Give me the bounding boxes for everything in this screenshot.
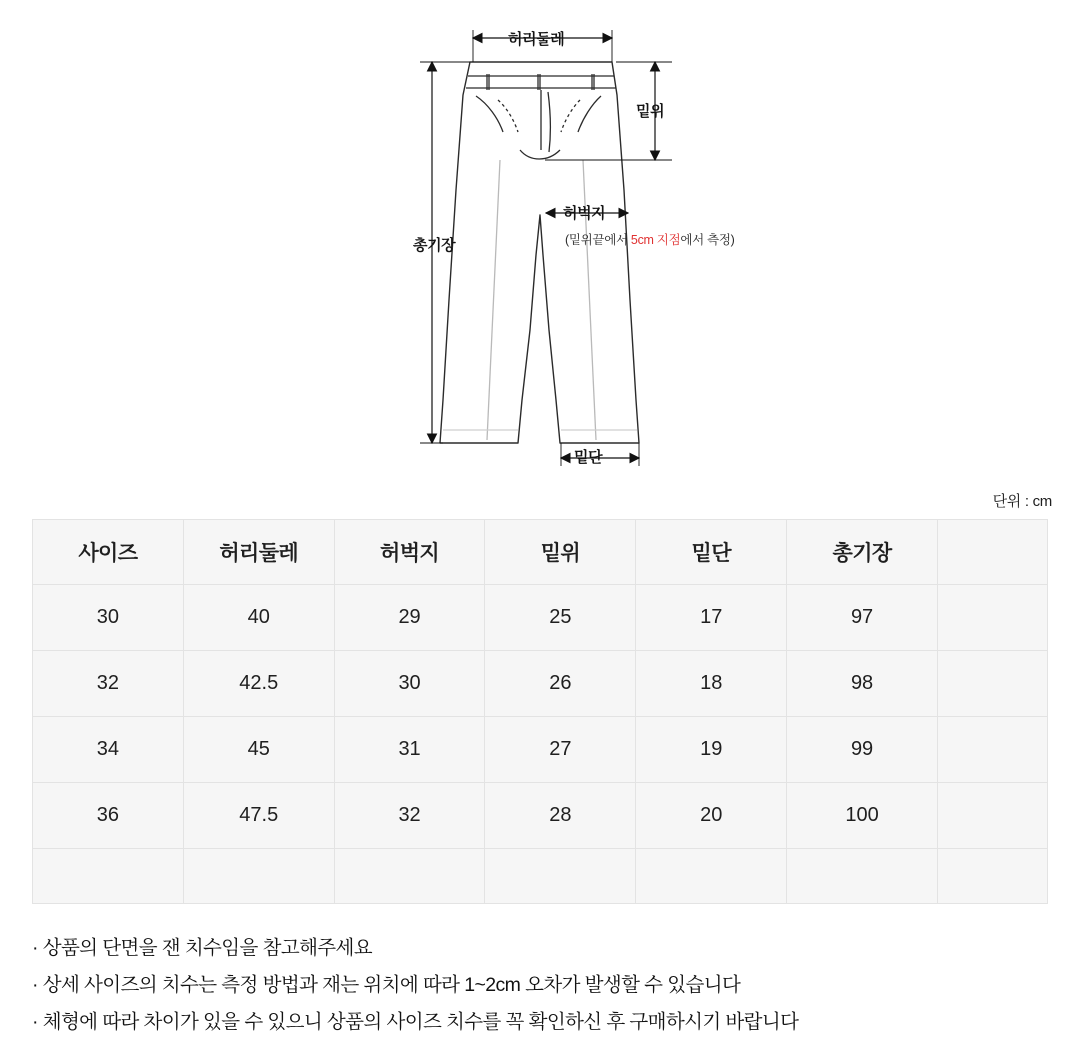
table-cell: 40 <box>183 585 334 651</box>
size-table-container <box>0 519 1080 904</box>
pants-illustration <box>0 0 1080 490</box>
table-cell <box>485 849 636 904</box>
table-cell: 26 <box>485 651 636 717</box>
table-cell: 18 <box>636 651 787 717</box>
table-header-row <box>33 520 1048 585</box>
table-cell: 30 <box>334 651 485 717</box>
unit-label: 단위 : cm <box>992 493 1052 510</box>
table-cell: 45 <box>183 717 334 783</box>
label-thigh: 허벅지 <box>563 205 606 222</box>
table-header-cell: 허벅지 <box>334 520 485 585</box>
table-header-cell: 허리둘레 <box>183 520 334 585</box>
table-cell <box>938 717 1048 783</box>
table-header-cell: 밑단 <box>636 520 787 585</box>
table-cell: 32 <box>33 651 184 717</box>
table-cell: 20 <box>636 783 787 849</box>
table-cell: 31 <box>334 717 485 783</box>
size-diagram <box>0 0 1080 490</box>
thigh-note-suffix: 에서 측정) <box>680 233 735 247</box>
table-cell: 19 <box>636 717 787 783</box>
table-cell: 98 <box>787 651 938 717</box>
table-cell: 36 <box>33 783 184 849</box>
table-cell: 30 <box>33 585 184 651</box>
note-item: · 상품의 단면을 잰 치수임을 참고해주세요 <box>32 937 373 959</box>
thigh-measure-note <box>565 230 735 248</box>
label-hem: 밑단 <box>574 449 603 466</box>
table-row <box>33 783 1048 849</box>
label-rise: 밑위 <box>636 103 665 120</box>
table-header-cell: 사이즈 <box>33 520 184 585</box>
label-waist: 허리둘레 <box>508 31 565 48</box>
note-item: · 상세 사이즈의 치수는 측정 방법과 재는 위치에 따라 1~2cm 오차가 발생할 수 있습니다 <box>32 974 741 997</box>
table-cell: 99 <box>787 717 938 783</box>
thigh-note-prefix: (밑위끝에서 <box>565 233 631 247</box>
table-cell <box>33 849 184 904</box>
table-cell <box>938 849 1048 904</box>
table-row <box>33 585 1048 651</box>
table-cell: 32 <box>334 783 485 849</box>
table-cell: 25 <box>485 585 636 651</box>
table-row <box>33 651 1048 717</box>
table-cell: 27 <box>485 717 636 783</box>
table-header-cell <box>938 520 1048 585</box>
table-cell: 17 <box>636 585 787 651</box>
table-cell: 47.5 <box>183 783 334 849</box>
table-cell: 100 <box>787 783 938 849</box>
table-cell: 97 <box>787 585 938 651</box>
table-cell <box>938 651 1048 717</box>
table-cell: 42.5 <box>183 651 334 717</box>
table-cell: 28 <box>485 783 636 849</box>
table-row-empty <box>33 849 1048 904</box>
table-cell <box>938 783 1048 849</box>
label-total-length: 총기장 <box>413 237 456 254</box>
note-item: · 체형에 따라 차이가 있을 수 있으니 상품의 사이즈 치수를 꼭 확인하신 후 구매하시기 바랍니다 <box>32 1011 799 1034</box>
table-cell <box>183 849 334 904</box>
table-cell <box>787 849 938 904</box>
table-header-cell: 총기장 <box>787 520 938 585</box>
size-table <box>32 519 1048 904</box>
thigh-note-highlight: 5cm 지점 <box>630 233 681 247</box>
table-header-cell: 밑위 <box>485 520 636 585</box>
table-cell: 29 <box>334 585 485 651</box>
table-cell: 34 <box>33 717 184 783</box>
table-cell <box>636 849 787 904</box>
table-row <box>33 717 1048 783</box>
table-cell <box>334 849 485 904</box>
notes-section <box>0 904 1080 1041</box>
table-cell <box>938 585 1048 651</box>
